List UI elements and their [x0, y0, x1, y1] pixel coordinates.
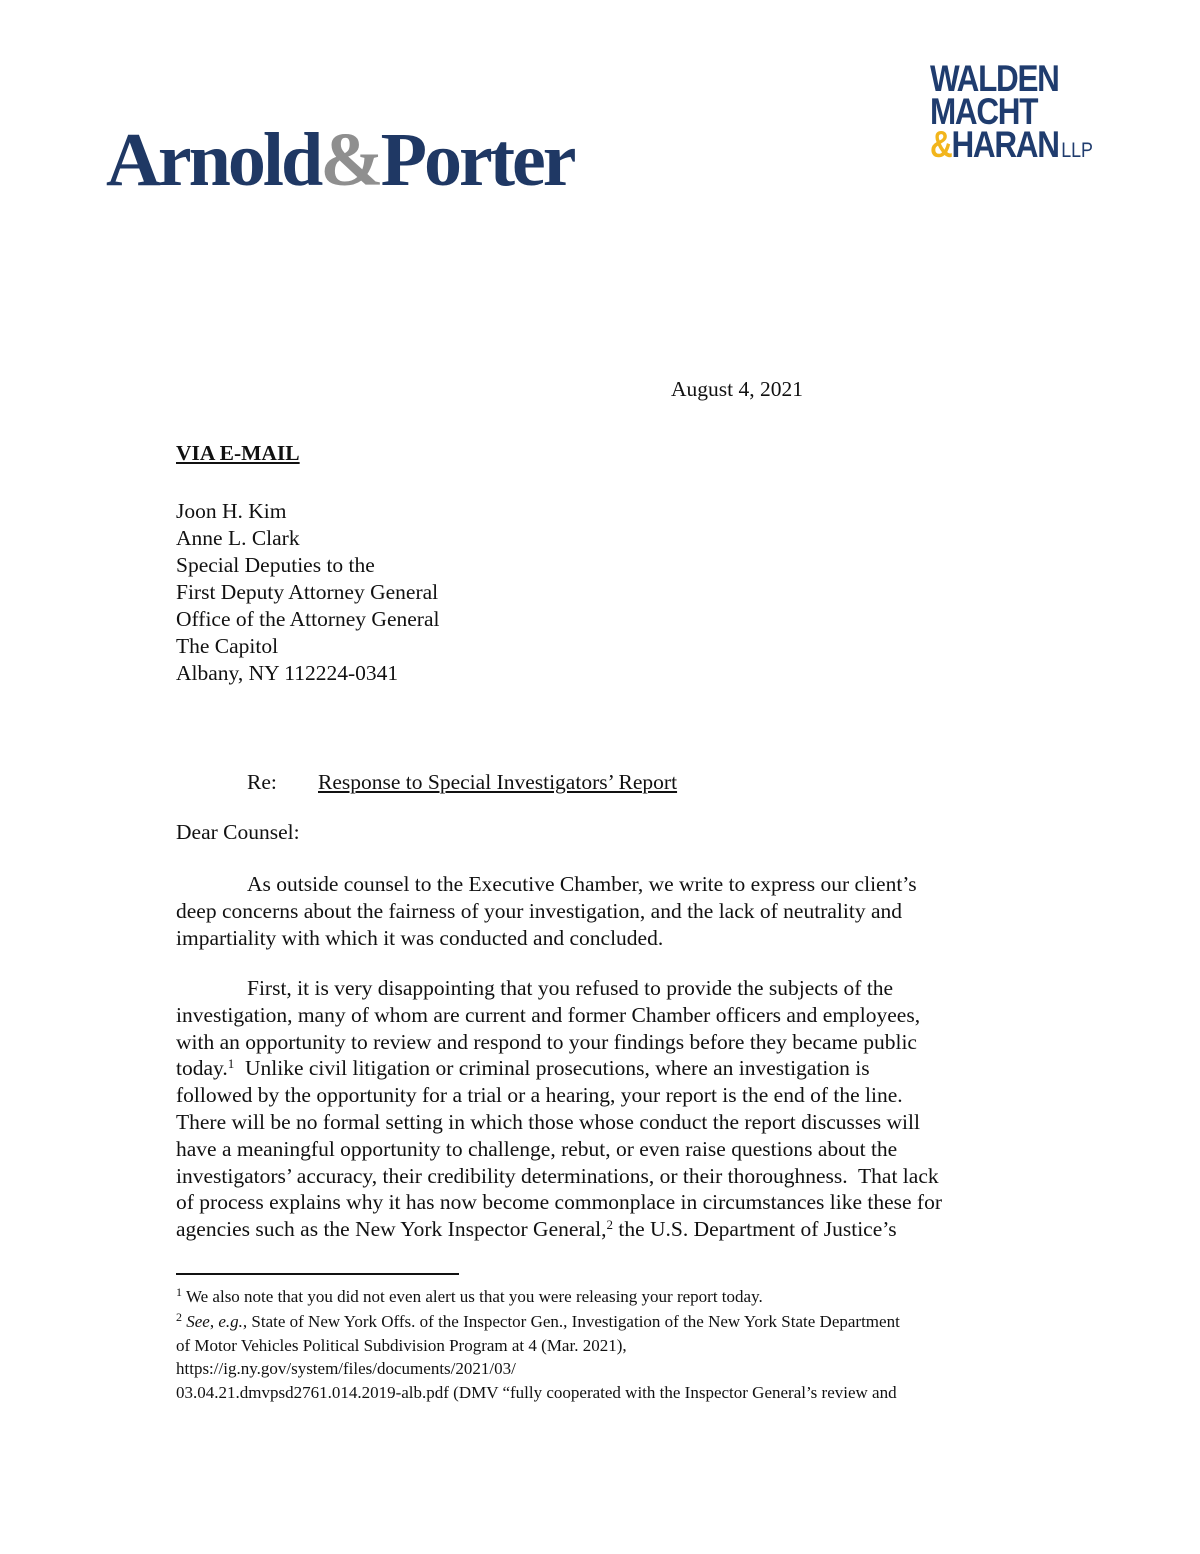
logo-ampersand: & [320, 118, 381, 202]
arnold-porter-logo [106, 118, 574, 202]
logo-line-haran [930, 124, 1093, 167]
footnote-text: We also note that you did not even alert us that you were releasing your report today. [182, 1287, 763, 1306]
footnote-divider [176, 1273, 459, 1275]
paragraph-line: of process explains why it has now become commonplace in circumstances like these for [176, 1190, 943, 1215]
salutation: Dear Counsel: [176, 820, 300, 844]
recipient-address [176, 498, 439, 687]
paragraph-line: with an opportunity to review and respond to your findings before they became public [176, 1029, 917, 1054]
paragraph-line: followed by the opportunity for a trial or a hearing, your report is the end of the line. [176, 1083, 903, 1108]
address-line: Special Deputies to the [176, 553, 375, 577]
address-line: First Deputy Attorney General [176, 580, 439, 604]
line-text: today. [176, 1056, 228, 1081]
paragraph-line: investigation, many of whom are current and former Chamber officers and employees, [176, 1002, 921, 1027]
paragraph-line: There will be no formal setting in which those whose conduct the report discusses will [176, 1109, 920, 1134]
address-line: Albany, NY 112224-0341 [176, 661, 399, 685]
citation-signal-eg: e.g. [218, 1312, 243, 1331]
walden-macht-haran-logo [930, 58, 1093, 167]
logo-suffix-llp: LLP [1061, 139, 1093, 162]
address-line: Joon H. Kim [176, 499, 287, 523]
delivery-method: VIA E-MAIL [176, 441, 300, 465]
line-text: the U.S. Department of Justice’s [612, 1217, 897, 1242]
footnote-line: of Motor Vehicles Political Subdivision Program at 4 (Mar. 2021), [176, 1335, 627, 1355]
paragraph-line: deep concerns about the fairness of your investigation, and the lack of neutrality and [176, 898, 902, 923]
re-label: Re: [247, 770, 277, 794]
paragraph-line: investigators’ accuracy, their credibility determinations, or their thoroughness. That lack [176, 1163, 939, 1188]
footnote-marker: 1 [176, 1285, 182, 1299]
paragraph-line: have a meaningful opportunity to challenge, rebut, or even raise questions about the [176, 1136, 898, 1161]
footnote-marker: 2 [176, 1310, 182, 1324]
footnote-line [176, 1285, 763, 1309]
logo-word-haran: HARAN [951, 124, 1059, 165]
logo-line-macht: MACHT [930, 91, 1038, 132]
citation-signal-see: See [186, 1312, 210, 1331]
re-subject: Response to Special Investigators’ Report [318, 770, 678, 794]
paragraph-line: As outside counsel to the Executive Chamber, we write to express our client’s [247, 872, 917, 896]
footnote-1 [176, 1285, 763, 1309]
body-paragraph-1 [176, 871, 917, 951]
logo-line-walden: WALDEN [930, 58, 1059, 99]
address-line: Anne L. Clark [176, 526, 300, 550]
paragraph-line [176, 1055, 942, 1082]
footnote-url[interactable]: https://ig.ny.gov/system/files/documents/2021/03/ [176, 1359, 516, 1378]
footnote-line: 03.04.21.dmvpsd2761.014.2019-alb.pdf (DMV “fully cooperated with the Inspector General’s review and [176, 1382, 897, 1402]
footnote-ref-2[interactable]: 2 [606, 1217, 613, 1233]
address-line: The Capitol [176, 634, 279, 658]
logo-word-porter: Porter [380, 118, 574, 202]
logo-ampersand: & [930, 124, 952, 165]
body-paragraph-2 [176, 975, 942, 1243]
footnote-line: $^2$ See, e.g., State of New York Offs. of the Inspector Gen., Investigation of the New York State Department [176, 1310, 900, 1331]
logo-word-arnold: Arnold [106, 118, 321, 202]
footnote-ref-1[interactable]: 1 [227, 1056, 235, 1072]
footnote-text: , State of New York Offs. of the Inspector Gen., Investigation of the New York State Department [242, 1312, 900, 1331]
letter-date: August 4, 2021 [671, 377, 803, 401]
paragraph-line: impartiality with which it was conducted and concluded. [176, 925, 664, 950]
footnote-2 [176, 1310, 900, 1404]
line-text: Unlike civil litigation or criminal prosecutions, where an investigation is [234, 1056, 870, 1081]
line-text: agencies such as the New York Inspector General, [176, 1217, 607, 1242]
paragraph-line: First, it is very disappointing that you refused to provide the subjects of the [247, 976, 894, 1000]
paragraph-line [176, 1216, 942, 1243]
address-line: Office of the Attorney General [176, 607, 440, 631]
